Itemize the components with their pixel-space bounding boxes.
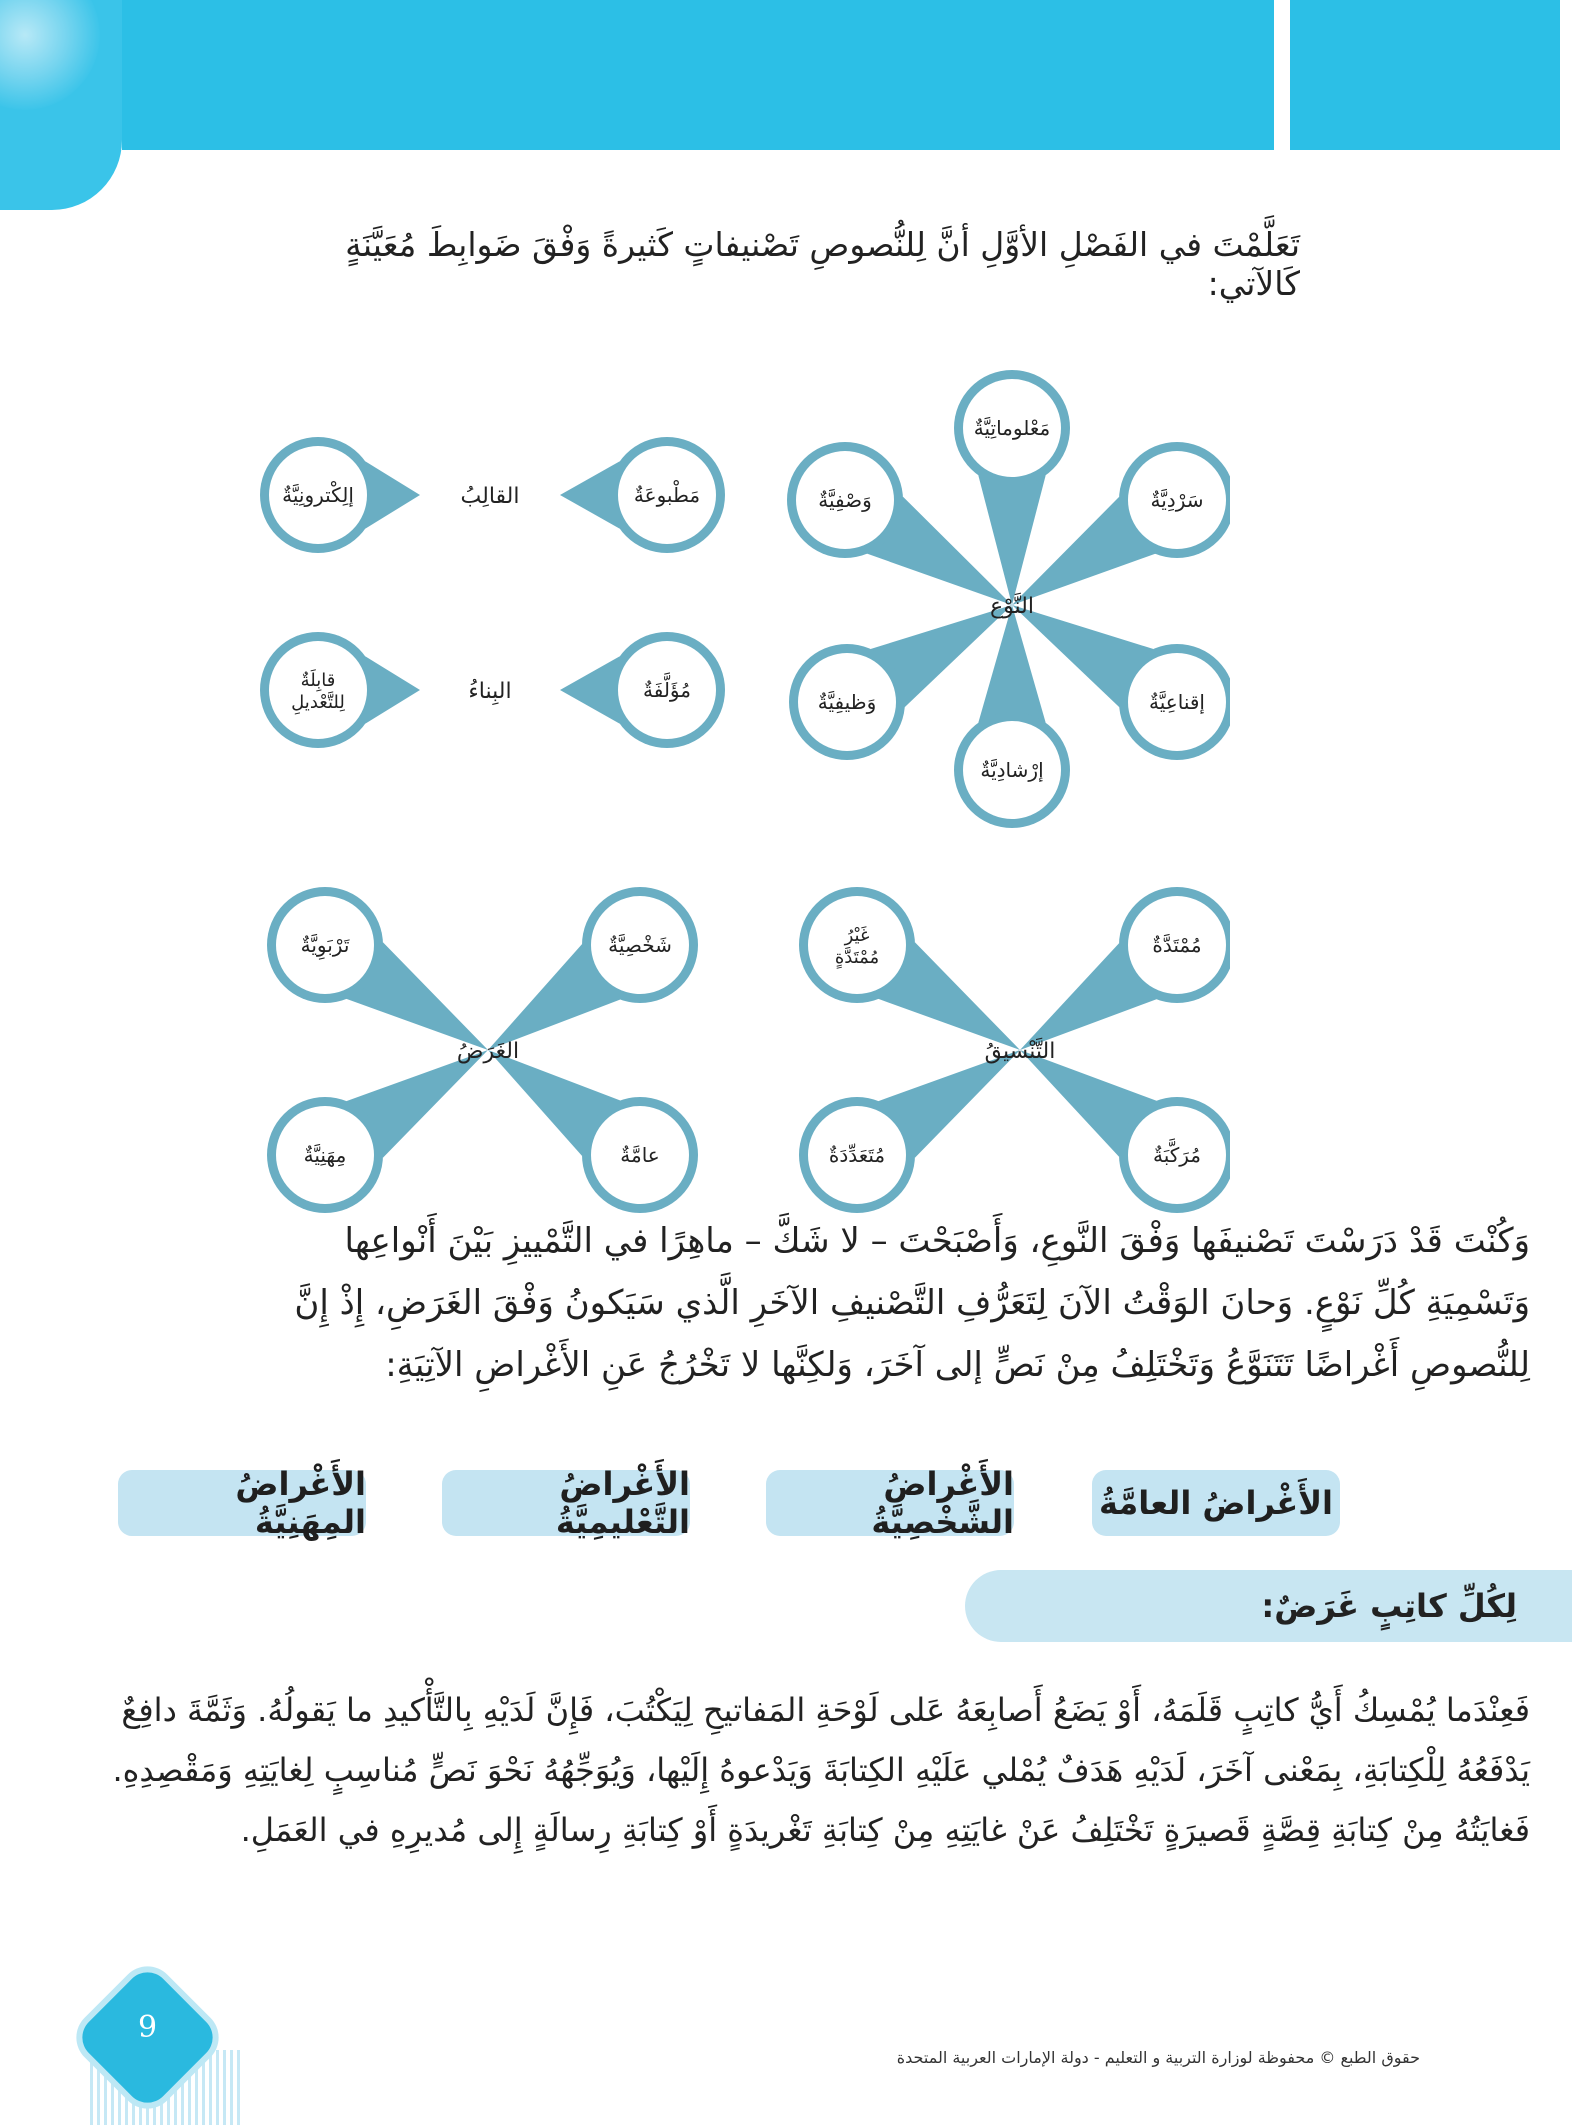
format-petal-0 — [560, 437, 725, 553]
paragraph-writer-purpose: فَعِنْدَما يُمْسِكُ أَيُّ كاتِبٍ قَلَمَهُ، أَوْ يَضَعُ أَصابِعَهُ عَلى لَوْحَةِ المَفاتيحِ لِيَكْتُبَ، فَإِنَّ لَدَيْهِ بِالتَّأْكيدِ ما يَقولُهُ. وَثَمَّةَ دافِعٌ يَدْفَعُهُ لِلْكِتابَةِ، بِمَعْنى آخَرَ، لَدَيْهِ هَدَفٌ يُمْلي عَلَيْهِ الكِتابَةَ وَيَدْعوهُ إِلَيْها، وَيُوَجِّهُهُ نَحْوَ نَصٍّ مُناسِبٍ لِغايَتِهِ وَمَقْصِدِهِ. فَغايَتُهُ مِنْ كِتابَةِ قِصَّةٍ قَصيرَةٍ تَخْتَلِفُ عَنْ غايَتِهِ مِنْ كِتابَةِ تَغْريدَةٍ أَوْ كِتابَةِ رِسالَةٍ إِلى مُديرِهِ في العَمَلِ. — [112, 1691, 1530, 1849]
header-tab — [1290, 0, 1560, 150]
purpose-petal-2 — [488, 1050, 698, 1213]
build-center-label: البِناءُ — [468, 679, 512, 704]
purpose-petal-1-label: تَرْبَوِيَّةٌ — [300, 933, 350, 957]
intro-text: تَعَلَّمْتَ في الفَصْلِ الأوَّلِ أنَّ لِلنُّصوصِ تَصْنيفاتٍ كَثيرةً وَفْقَ ضَوابِطَ مُعَيَّنَةٍ كَالآتي: — [345, 225, 1300, 303]
coord-petal-3-label: مُتَعَدِّدَةٌ — [828, 1143, 886, 1167]
category-educational: الأَغْراضُ التَّعْليمِيَّةُ — [442, 1470, 690, 1536]
type-petal-2-label: وَصْفِيَّةٌ — [818, 488, 872, 512]
coord-petal-0-label: مُمْتَدَّةٌ — [1152, 933, 1202, 957]
type-petal-3-label: إقناعِيَّةٌ — [1149, 690, 1205, 714]
coord-petal-3 — [799, 1050, 1020, 1213]
category-general: الأَغْراضُ العامَّةُ — [1092, 1470, 1340, 1536]
format-center-label: القالِبُ — [460, 484, 520, 509]
format-petal-1-label: إلِكْترونِيَّةٌ — [282, 483, 354, 507]
type-petal-0-label: مَعْلوماتِيَّةٌ — [973, 416, 1051, 440]
coord-petal-1-label: مُمْتَدَّةٍ — [834, 947, 880, 968]
coord-petal-1-label: غَيْرُ — [844, 925, 870, 946]
build-petal-0 — [560, 632, 725, 748]
header-bar — [122, 0, 1274, 150]
coord-petal-1 — [799, 887, 1020, 1050]
classification-diagram — [230, 360, 1230, 1240]
build-petal-1 — [260, 632, 420, 748]
purpose-petal-0 — [488, 887, 698, 1050]
purpose-petal-3-label: مِهَنِيَّةٌ — [303, 1143, 347, 1167]
coord-petal-2 — [1020, 1050, 1230, 1213]
format-petal-1 — [260, 437, 420, 553]
type-center-label: النَّوْع — [990, 594, 1034, 619]
format-petal-0-label: مَطْبوعَةٌ — [633, 483, 701, 507]
category-professional: الأَغْراضُ المِهَنِيَّةُ — [118, 1470, 366, 1536]
coord-center-label: التَّنْسيقُ — [984, 1039, 1056, 1064]
purpose-center-label: الغَرَضُ — [456, 1039, 520, 1064]
build-petal-1-label: لِلتَّعْديلِ — [291, 692, 345, 713]
purpose-petal-1 — [267, 887, 488, 1050]
section-heading-text: لِكُلِّ كاتِبٍ غَرَضٌ: — [1261, 1587, 1517, 1625]
type-petal-1-label: سَرْدِيَّةٌ — [1150, 488, 1204, 512]
copyright-footer: حقوق الطبع © محفوظة لوزارة التربية و التعليم - دولة الإمارات العربية المتحدة — [896, 2048, 1420, 2067]
header-gap — [1274, 0, 1290, 150]
category-personal: الأَغْراضُ الشَّخْصِيَّةُ — [766, 1470, 1014, 1536]
type-petal-4-label: وَظيفِيَّةٌ — [817, 690, 877, 714]
page-number: 9 — [137, 2010, 158, 2045]
purpose-petal-3 — [267, 1050, 488, 1213]
purpose-petal-2-label: عامَّةٌ — [620, 1143, 660, 1167]
section-heading — [965, 1570, 1572, 1642]
build-petal-0-label: مُؤَلَّفَةٌ — [643, 678, 691, 702]
coord-petal-2-label: مُرَكَّبَةٌ — [1152, 1143, 1202, 1167]
purpose-petal-0-label: شَخْصِيَّةٌ — [608, 933, 672, 957]
coord-petal-0 — [1020, 887, 1230, 1050]
type-petal-5-label: إرْشادِيَّةٌ — [980, 758, 1044, 782]
paragraph-classification: وَكُنْتَ قَدْ دَرَسْتَ تَصْنيفَها وَفْقَ النَّوعِ، وَأَصْبَحْتَ – لا شَكَّ – ماهِرًا في التَّمْييزِ بَيْنَ أَنْواعِها وَتَسْمِيَةِ كُلِّ نَوْعٍ. وَحانَ الوَقْتُ الآنَ لِتَعَرُّفِ التَّصْنيفِ الآخَرِ الَّذي سَيَكونُ وَفْقَ الغَرَضِ، إِذْ إِنَّ لِلنُّصوصِ أَغْراضًا تَتَنَوَّعُ وَتَخْتَلِفُ مِنْ نَصٍّ إلى آخَرَ، وَلكِنَّها لا تَخْرُجُ عَنِ الأَغْراضِ الآتِيَةِ: — [294, 1221, 1530, 1385]
build-petal-1-label: قابِلَةٌ — [300, 670, 336, 691]
